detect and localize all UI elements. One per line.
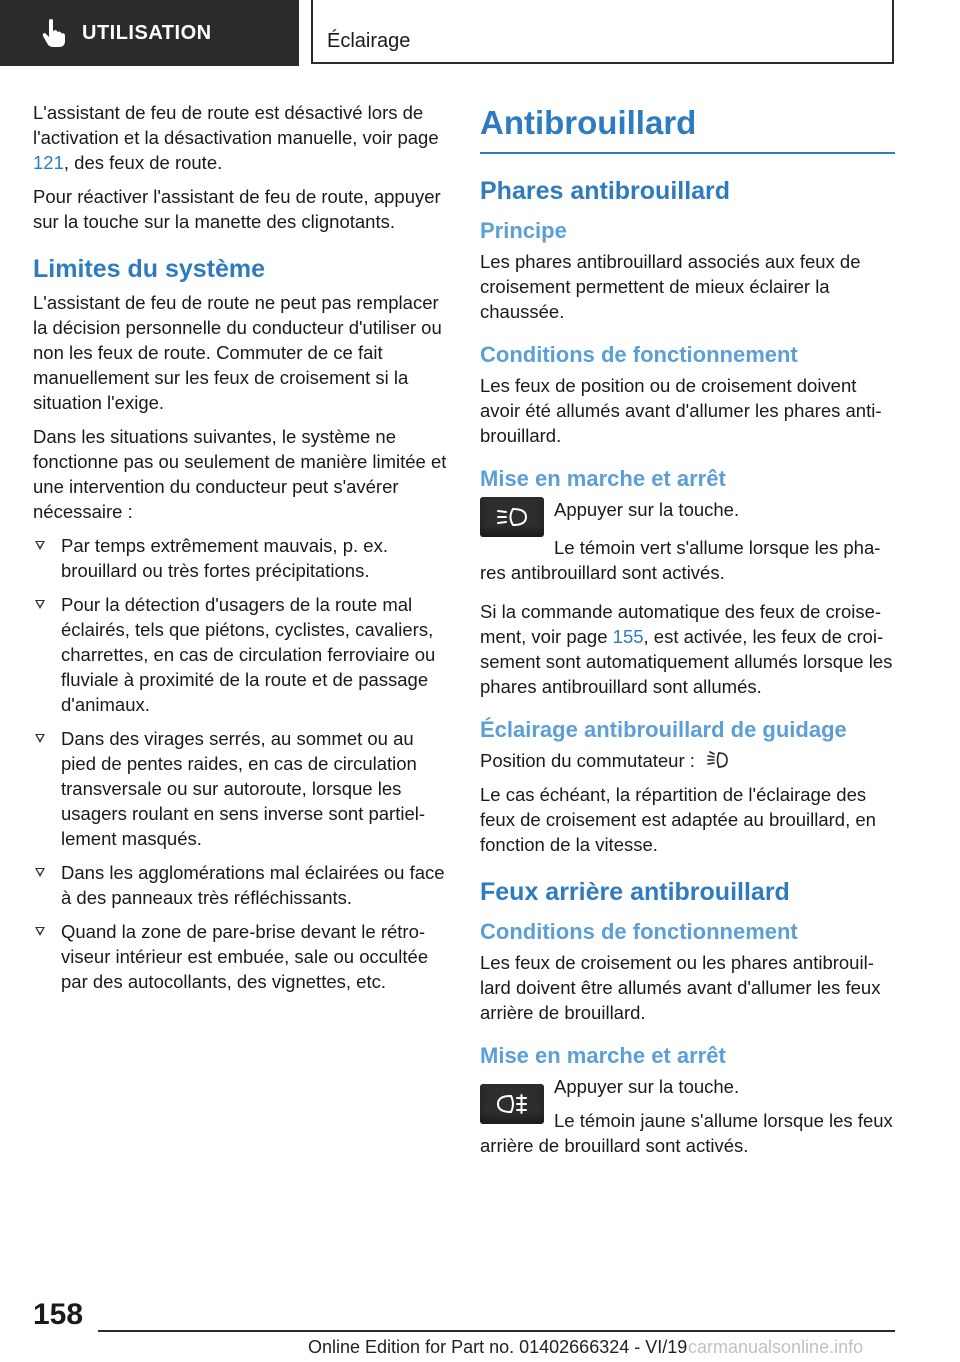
front-fog-light-button-icon (480, 497, 544, 537)
rear-fog-light-icon (495, 1092, 529, 1116)
page-title: Antibrouillard (480, 104, 895, 154)
paragraph: Les feux de position ou de croisement doivent avoir été allumés avant d'allumer les phares antibrouillard. (480, 375, 882, 446)
left-column (33, 100, 448, 1003)
section-tab (0, 0, 299, 66)
paragraph: Le témoin vert s'allume lorsque les phares antibrouillard sont activés. (480, 537, 881, 583)
front-fog-light-icon (495, 505, 529, 529)
list-item: Quand la zone de pare-brise devant le rétroviseur intérieur est embuée, sale ou occultée par des autocollants, des vignettes, etc. (33, 919, 448, 994)
page-link[interactable]: 155 (612, 626, 644, 647)
topic-title: Éclairage (327, 30, 411, 52)
right-column (480, 100, 895, 1167)
section-heading: Feux arrière antibrouillard (480, 878, 790, 906)
section-heading: Phares antibrouillard (480, 177, 731, 205)
paragraph: Le cas échéant, la répartition de l'éclairage des feux de croisement est adaptée au brouillard, en fonction de la vitesse. (480, 784, 876, 855)
list-item: Pour la détection d'usagers de la route mal éclairés, tels que piétons, cyclistes, cavaliers, charrettes, en cas de circulation ferroviaire ou fluviale à proximité de la route et de passage d'animaux. (33, 592, 448, 717)
watermark: carmanualsonline.info (688, 1337, 864, 1357)
section-heading: Limites du système (33, 255, 266, 283)
hand-pointer-icon (40, 18, 68, 48)
rear-fog-light-button-icon (480, 1084, 544, 1124)
edition-text: Online Edition for Part no. 01402666324 - VI/19 (308, 1337, 688, 1357)
fog-guide-light-icon (706, 750, 728, 770)
paragraph: Si la commande automatique des feux de croisement, voir page 155, est activée, les feux de croisement sont automatiquement allumés lorsque les phares antibrouillard sont allumés. (480, 601, 893, 697)
subsection-heading: Conditions de fonctionnement (480, 342, 798, 367)
triangle-bullet-icon (35, 600, 45, 609)
footer-divider (98, 1330, 895, 1332)
list-item: Par temps extrêmement mauvais, p. ex. brouillard ou très fortes précipitations. (33, 533, 448, 583)
paragraph: Pour réactiver l'assistant de feu de route, appuyer sur la touche sur la manette des clignotants. (33, 186, 441, 232)
paragraph: Appuyer sur la touche. (554, 1076, 740, 1097)
paragraph: Position du commutateur : (480, 748, 895, 773)
paragraph: Le témoin jaune s'allume lorsque les feux arrière de brouillard sont activés. (480, 1110, 893, 1156)
subsection-heading: Éclairage antibrouillard de guidage (480, 717, 847, 742)
subsection-heading: Principe (480, 218, 567, 243)
triangle-bullet-icon (35, 868, 45, 877)
page-link[interactable]: 121 (33, 152, 64, 173)
list-item: Dans les agglomérations mal éclairées ou face à des panneaux très réfléchissants. (33, 860, 448, 910)
section-title: UTILISATION (82, 21, 212, 44)
triangle-bullet-icon (35, 541, 45, 550)
paragraph: Les phares antibrouillard associés aux feux de croisement permettent de mieux éclairer la chaussée. (480, 251, 861, 322)
paragraph: L'assistant de feu de route ne peut pas remplacer la décision personnelle du conducteur d'utiliser ou non les feux de route. Commuter de ce fait manuellement sur les feux de croisement si la situation l'exige. (33, 292, 442, 413)
page-number: 158 (33, 1298, 84, 1331)
paragraph: Appuyer sur la touche. (554, 499, 740, 520)
subsection-heading: Mise en marche et arrêt (480, 466, 726, 491)
topic-tab (311, 0, 894, 64)
bullet-list (33, 533, 448, 994)
triangle-bullet-icon (35, 927, 45, 936)
subsection-heading: Mise en marche et arrêt (480, 1043, 726, 1068)
list-item: Dans des virages serrés, au sommet ou au pied de pentes raides, en cas de circulation transversale ou sur autoroute, lorsque les usagers roulant en sens inverse sont partiellement masqués. (33, 726, 448, 851)
paragraph: Les feux de croisement ou les phares antibrouillard doivent être allumés avant d'allumer les feux arrière de brouillard. (480, 952, 881, 1023)
paragraph: L'assistant de feu de route est désactivé lors de l'activation et la désactivation manuelle, voir page 121, des feux de route. (33, 102, 439, 173)
paragraph: Dans les situations suivantes, le système ne fonctionne pas ou seulement de manière limitée et une intervention du conducteur peut s'avérer nécessaire : (33, 426, 447, 522)
triangle-bullet-icon (35, 734, 45, 743)
subsection-heading: Conditions de fonctionnement (480, 919, 798, 944)
